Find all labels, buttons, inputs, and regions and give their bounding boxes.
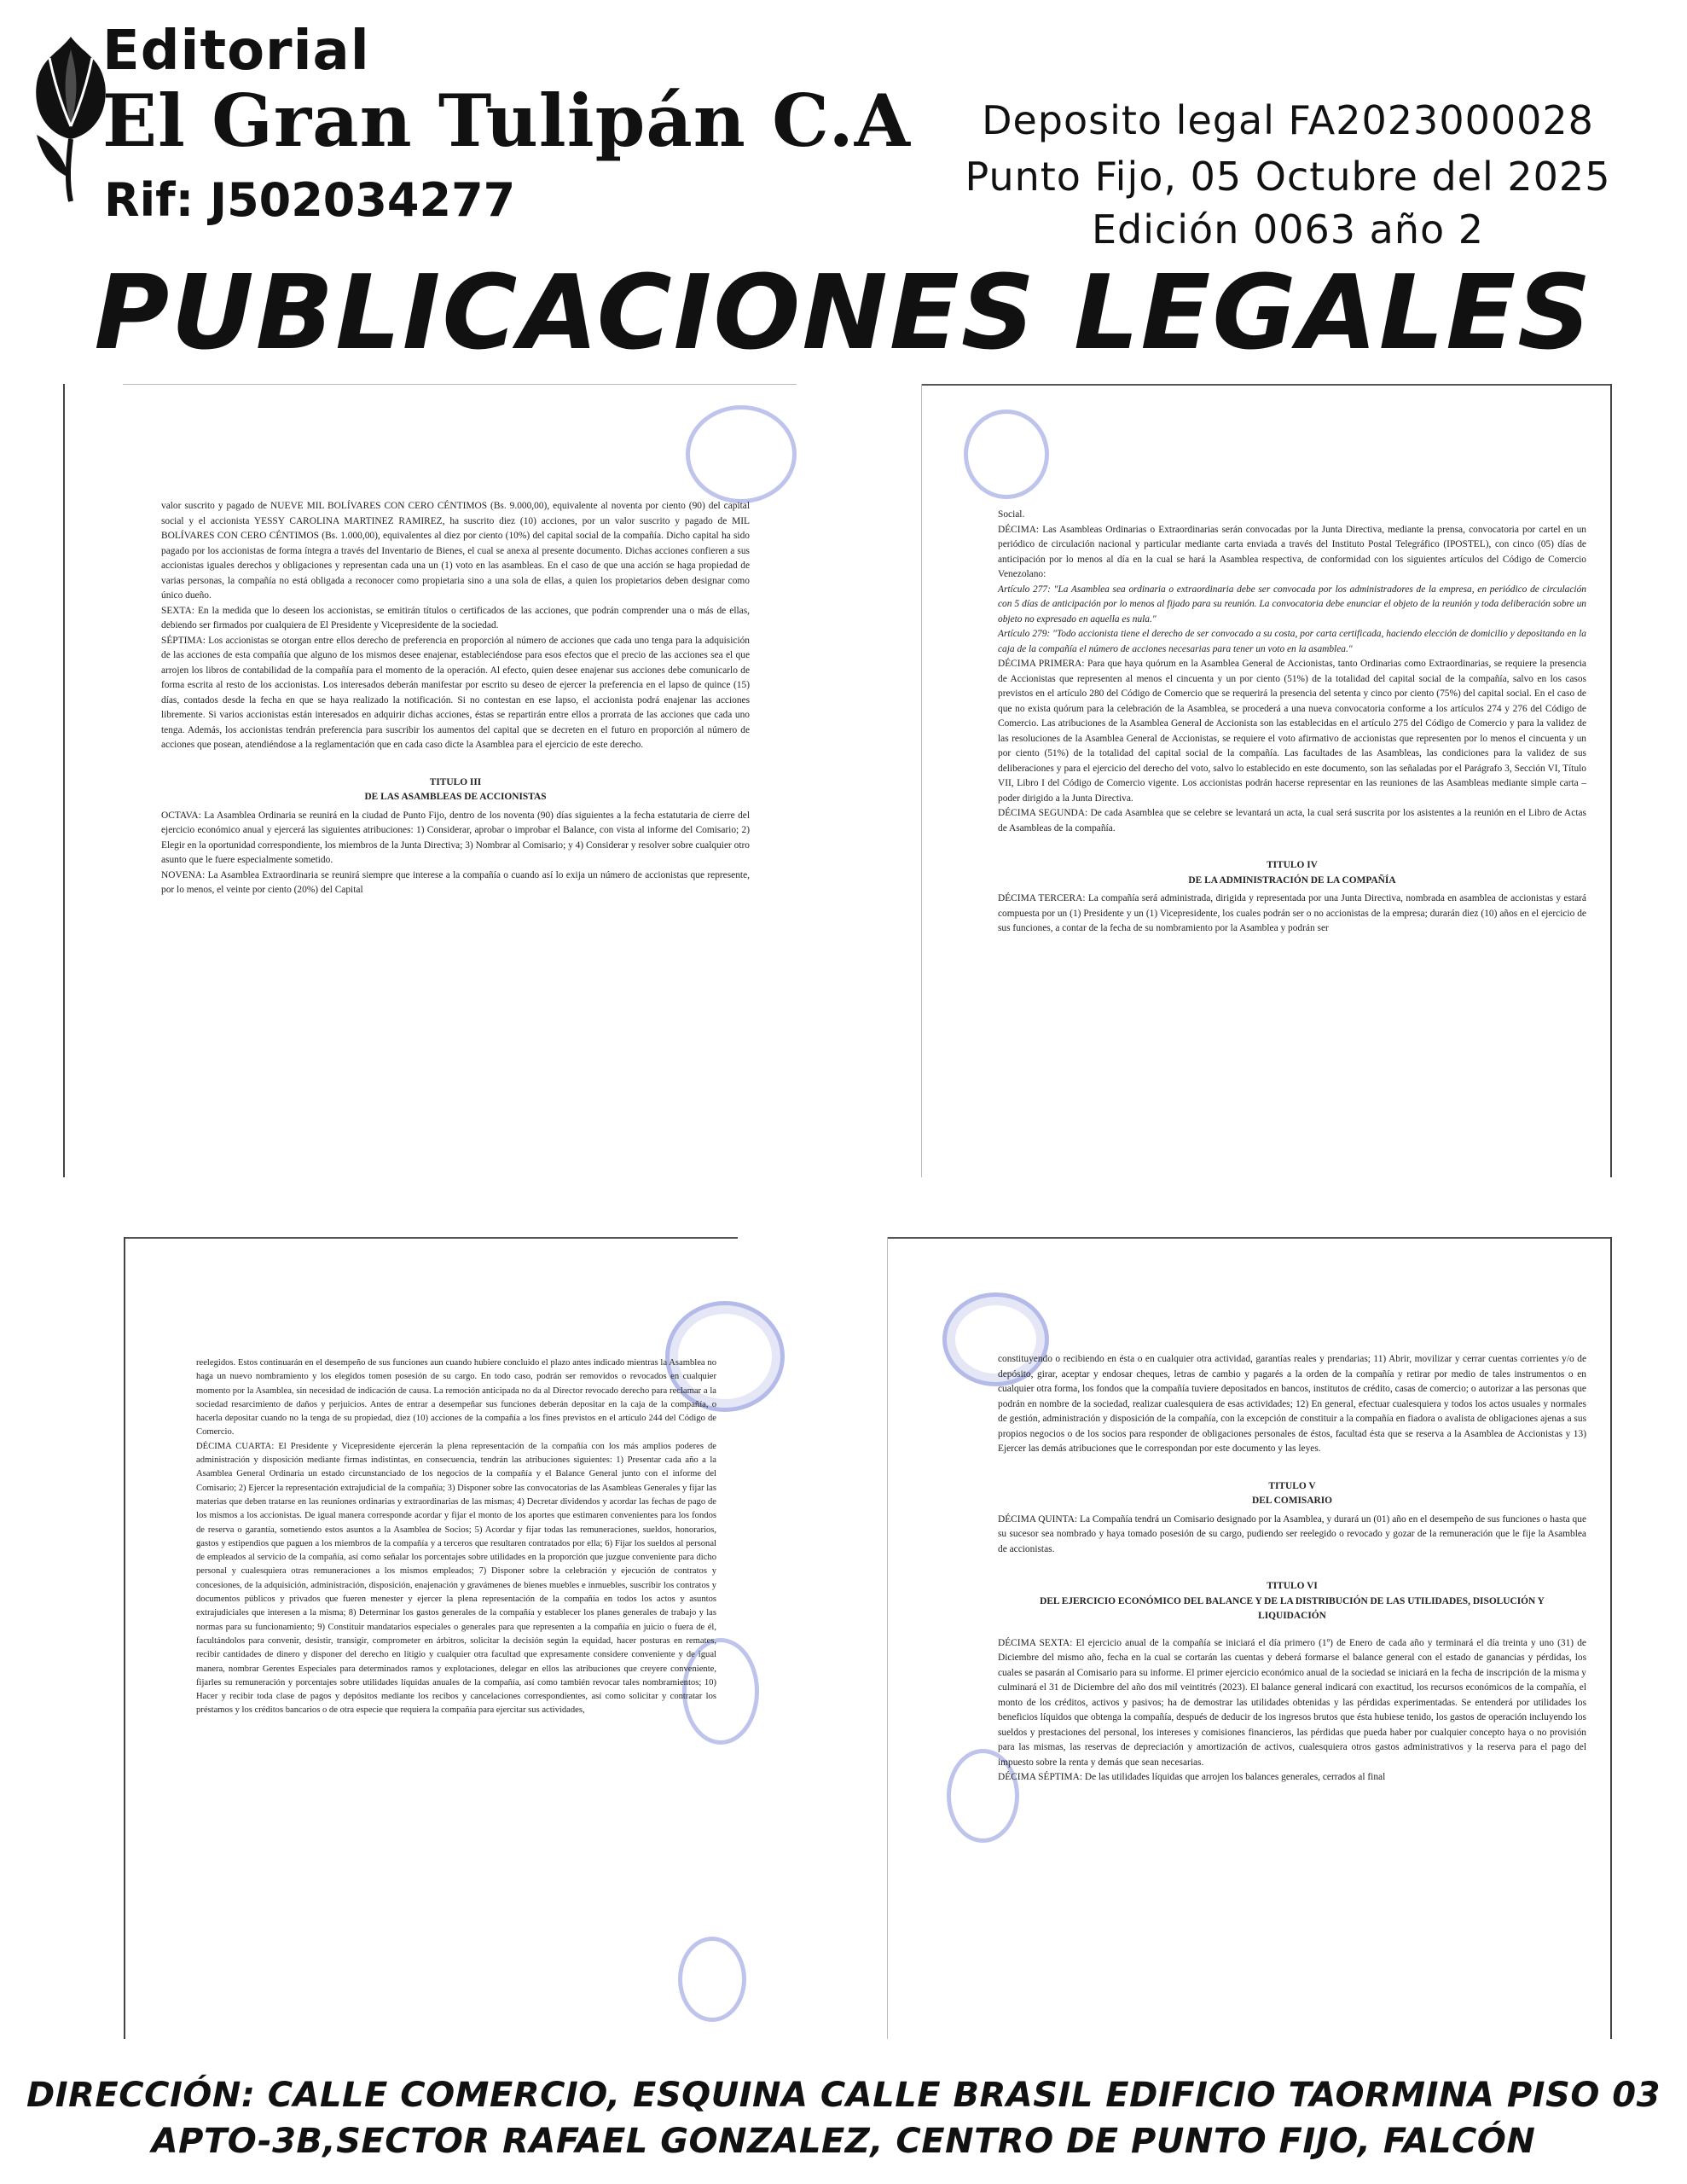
brand-name: El Gran Tulipán C.A: [102, 78, 911, 163]
paragraph: DÉCIMA: Las Asambleas Ordinarias o Extraordinarias serán convocadas por la Junta Directiva, mediante la prensa, convocatoria por cartel en un periódico de circulación nacional y particular mediante carta enviada a través del Instituto Postal Telegráfico (IPOSTEL), con cinco (05) días de anticipación por lo menos al día en la cual se hará la Asamblea respectiva, de conformidad con los siguientes artículos del Código de Comercio Venezolano:: [998, 524, 1586, 579]
deposito-legal: Deposito legal FA2023000028: [982, 97, 1594, 143]
document-page-4: [887, 1237, 1612, 2039]
paragraph: DÉCIMA PRIMERA: Para que haya quórum en la Asamblea General de Accionistas, tanto Ordinarias como Extraordinarias, se requiere la presencia de Accionistas que representen al menos el cincuenta y un por ciento (51%) de la totalidad del capital social de la compañía, salvo en los casos previstos en el artículo 280 del Código de Comercio que se requerirá la presencia del setenta y cinco por ciento (75%) del capital social. En el caso de que no exista quórum para la celebración de la Asamblea, se procederá a una nueva convocatoria conforme a los artículos 274 y 276 del Código de Comercio. Las atribuciones de la Asamblea General de Accionista son las establecidas en el artículo 275 del Código de Comercio y para la validez de las resoluciones de la Asamblea General de Accionistas, se requiere el voto afirmativo de accionistas que representen por lo menos el cincuenta y un por ciento (51%) de la totalidad del capital social de la compañía. Las facultades de las Asambleas, las condiciones para la validez de sus deliberaciones y para el ejercicio del derecho del voto, salvo lo establecido en este documento, son las señaladas por el Parágrafo 3, Sección VI, Título VII, Libro I del Código de Comercio vigente. Los accionistas podrán hacerse representar en las reuniones de las Asambleas mediante simple carta – poder dirigido a la Junta Directiva.: [998, 659, 1586, 804]
paragraph: Social.: [998, 509, 1025, 520]
brand-editorial: Editorial: [102, 20, 370, 83]
paragraph: SEXTA: En la medida que lo deseen los accionistas, se emitirán títulos o certificados de las acciones, que podrán comprender una o más de ellas, debiendo ser firmados por cualquiera de El Presidente y Vicepresidente de la sociedad.: [161, 605, 750, 630]
section-heading: DEL EJERCICIO ECONÓMICO DEL BALANCE Y DE LA DISTRIBUCIÓN DE LAS UTILIDADES, DISOLUCIÓN Y LIQUIDACIÓN: [1040, 1595, 1545, 1621]
paragraph: Artículo 279: "Todo accionista tiene el derecho de ser convocado a su costa, por carta certificada, haciendo elección de domicilio y depositando en la caja de la compañía el número de acciones necesarias para tener un voto en la asamblea.": [998, 629, 1586, 654]
paragraph: constituyendo o recibiendo en ésta o en cualquier otra actividad, garantías reales y prendarias; 11) Abrir, movilizar y cerrar cuentas corrientes y/o de depósito, girar, aceptar y endosar cheques, letras de cambio y pagarés a la orden de la compañía y retirar por medio de tales instrumentos o en cualquier otra forma, los fondos que la compañía tuviere depositados en bancos, institutos de crédito, casas de comercio; o autorizar a las personas que podrán en nombre de la sociedad, realizar cualesquiera de esas actividades; 12) En general, efectuar cualesquiera y todos los actos usuales y normales de gestión, administración y disposición de la compañía, con la excepción de constituir a la compañía en fiadora o avalista de obligaciones ajenas a sus propios negocios o de los socios para responder de obligaciones personales de éstos, facultad ésta que se reserva a la Asamblea de Accionistas y 13) Ejercer las demás atribuciones que le correspondan por este documento y las leyes.: [998, 1354, 1586, 1454]
section-heading: DE LAS ASAMBLEAS DE ACCIONISTAS: [364, 792, 547, 802]
section-heading: TITULO III: [429, 776, 482, 787]
paragraph: valor suscrito y pagado de NUEVE MIL BOLÍVARES CON CERO CÉNTIMOS (Bs. 9.000,00), equivalente al noventa por ciento (90) del capital social y el accionista YESSY CAROLINA MARTINEZ RAMIREZ, ha suscrito diez (10) acciones, por un valor suscrito y pagado de MIL BOLÍVARES CON CERO CÉNTIMOS (Bs. 1.000,00), equivalentes al diez por ciento (10%) del capital social de la compañía. Dicho capital ha sido pagado por los accionistas de forma íntegra a través del Inventario de Bienes, el cual se anexa al presente documento. Dichas acciones confieren a sus accionistas iguales derechos y obligaciones y representan cada una un (1) voto en las asambleas. En el caso de que una acción se haga propiedad de varias personas, la compañía no está obligada a reconocer como propietaria sino a una sola de ellas, a quien los propietarios deben designar como único dueño.: [161, 501, 750, 601]
section-heading: TITULO VI: [1267, 1581, 1318, 1591]
brand-rif: Rif: J502034277: [104, 173, 516, 227]
section-heading: TITULO IV: [1267, 860, 1318, 870]
seal-stamp: [678, 1937, 746, 2022]
seal-stamp: [686, 405, 797, 503]
paragraph: SÉPTIMA: Los accionistas se otorgan entre ellos derecho de preferencia en proporción al número de acciones que cada uno tenga para la adquisición de las acciones de esta compañía que alguno de los mismos desee enajenar, estableciéndose para esos efectos que el precio de las acciones sea el que arrojen los libros de contabilidad de la compañía para el momento de la operación. Al efecto, quien desee enajenar sus acciones debe comunicarlo de forma escrita al resto de los accionistas. Los interesados deberán manifestar por escrito su deseo de ejercer la preferencia en el lapso de quince (15) días, contados desde la fecha en que se haya realizado la notificación. Si no contestan en ese lapso, el accionista podrá enajenar las acciones libremente. Si varios accionistas están interesados en adquirir dichas acciones, éstas se repartirán entre ellos a prorrata de las acciones que cada uno tenga. Además, los accionistas tendrán preferencia para suscribir los aumentos del capital que se decreten en el futuro en proporción al número de acciones que posean, atendiéndose a la reglamentación que en cada caso dicte la Asamblea para el ejercicio de este derecho.: [161, 635, 750, 750]
paragraph: NOVENA: La Asamblea Extraordinaria se reunirá siempre que interese a la compañía o cuando así lo exija un número de accionistas que represente, por lo menos, el veinte por ciento (20%) del Capital: [161, 869, 750, 895]
section-heading: TITULO V: [1268, 1480, 1316, 1491]
paragraph: Artículo 277: "La Asamblea sea ordinaria o extraordinaria debe ser convocada por los administradores de la empresa, en periódico de circulación con 5 días de anticipación por lo menos al fijado para su reunión. La convocatoria debe enunciar el objeto de la reunión y toda deliberación sobre un objeto no expresado en aquella es nula.": [998, 584, 1586, 624]
section-heading: DE LA ADMINISTRACIÓN DE LA COMPAÑÍA: [1188, 874, 1396, 886]
address-line-2: APTO-3B,SECTOR RAFAEL GONZALEZ, CENTRO DE PUNTO FIJO, FALCÓN: [151, 2122, 1536, 2161]
paragraph: DÉCIMA QUINTA: La Compañía tendrá un Comisario designado por la Asamblea, y durará un (01) año en el desempeño de sus funciones o hasta que su sucesor sea nombrado y haya tomado posesión de su cargo, pudiendo ser reelegido o revocado y gozar de la remuneración que le fije la Asamblea de accionistas.: [998, 1513, 1586, 1554]
paragraph: DÉCIMA TERCERA: La compañía será administrada, dirigida y representada por una Junta Directiva, nombrada en asamblea de accionistas y estará compuesta por un (1) Presidente y un (1) Vicepresidente, los cuales podrán ser o no accionistas de la empresa; durarán diez (10) años en el ejercicio de sus funciones, a contar de la fecha de su nombramiento por la Asamblea y podrán ser: [998, 893, 1586, 933]
paragraph: DÉCIMA SEGUNDA: De cada Asamblea que se celebre se levantará un acta, la cual será suscrita por los asistentes a la reunión en el Libro de Actas de Asambleas de la compañía.: [998, 808, 1586, 834]
document-page-2: [921, 384, 1612, 1177]
address-line-1: DIRECCIÓN: CALLE COMERCIO, ESQUINA CALLE BRASIL EDIFICIO TAORMINA PISO 03: [26, 2076, 1661, 2115]
section-heading: DEL COMISARIO: [1252, 1496, 1332, 1506]
document-page-3: [124, 1237, 738, 2039]
paragraph: DÉCIMA CUARTA: El Presidente y Vicepresidente ejercerán la plena representación de la compañía con los más amplios poderes de administración y disposición mediante firmas indistintas, en consecuencia, tendrán las atribuciones siguientes: 1) Presentar cada año a la Asamblea General Ordinaria un estado circunstanciado de los negocios de la compañía y el Balance General junto con el informe del Comisario; 2) Ejercer la representación extrajudicial de la compañía; 3) Disponer sobre las convocatorias de las Asambleas Generales y fijar las materias que deben tratarse en las reuniones ordinarias y extraordinarias de las mismas; 4) Decretar dividendos y acordar las fechas de pago de los mismos a los accionistas. De igual manera corresponde acordar y fijar el monto de los aportes que estimaren convenientes para los fondos de reserva o garantía, sometiendo estos asuntos a la Asamblea de Socios; 5) Acordar y fijar todas las remuneraciones, sueldos, honorarios, gastos y estipendios que paguen a los miembros de la compañía y a terceros que resultaren contratados por ella; 6) Fijar los sueldos al personal de empleados al servicio de la compañía, así como señalar los porcentajes sobre utilidades en la proporción que juzgue conveniente para dicho personal y cualesquiera otras remuneraciones a los mismos empleados; 7) Disponer sobre la celebración y ejecución de contratos y concesiones, de la adquisición, administración, disposición, enajenación y gravámenes de bienes muebles e inmuebles, suscribir los contratos y documentos públicos y privados que fueren menester y ejercer la plena representación de la compañía en todos los actos y asuntos extrajudiciales que interesen a la misma; 8) Determinar los gastos generales de la compañía y establecer los planes generales de trabajo y las normas para su funcionamiento; 9) Constituir mandatarios especiales o generales para que representen a la compañía en juicio o fuera de él, facultándolos para convenir, desistir, transigir, comprometer en árbitros, solicitar la decisión según la equidad, hacer posturas en remates, recibir cantidades de dinero y disponer del derecho en litigio y cualquier otra facultad que expresamente considere conveniente y de igual manera, nombrar Gerentes Especiales para determinados ramos y explotaciones, delegar en ellos las atribuciones que creyere conveniente, fijarles su remuneración y porcentajes sobre utilidades líquidas anuales de la compañía, así como también revocar tales nombramientos; 10) Hacer y recibir toda clase de pagos y depósitos mediante los recibos y cancelaciones correspondientes, así como solicitar y contratar los préstamos y los créditos bancarios o de otra especie que requiera la compañía para ejercitar sus actividades,: [196, 1441, 716, 1716]
page-title: PUBLICACIONES LEGALES: [94, 254, 1593, 373]
seal-stamp: [964, 410, 1049, 499]
document-page-1: [63, 384, 797, 1177]
paragraph: DÉCIMA SEXTA: El ejercicio anual de la compañía se iniciará el día primero (1º) de Enero de cada año y terminará el día treinta y uno (31) de Diciembre del mismo año, fecha en la cual se cortarán las cuentas y deberá formarse el balance general con el estado de ganancias y pérdidas, los cuales se pasarán al Comisario para su informe. El primer ejercicio económico anual de la sociedad se iniciará en la fecha de inscripción de la misma y culminará el 31 de Diciembre del año dos mil veintitrés (2023). El balance general indicará con exactitud, los recursos económicos de la compañía, el monto de los créditos, activos y pasivos; ha de demostrar las utilidades obtenidas y las pérdidas experimentadas. Se entenderá por utilidades los beneficios líquidos que obtenga la compañía, después de deducir de los ingresos brutos que ésta hubiese tenido, los gastos de operación incluyendo los sueldos y prestaciones del personal, los intereses y comisiones financieros, las pérdidas que pueda haber por cualquier concepto haya o no provisión para las mismas, las reservas de depreciación y amortización de activos, cualesquiera otros gastos administrativos y la reserva para el pago del impuesto sobre la renta y demás que sean necesarias.: [998, 1637, 1586, 1768]
paragraph: OCTAVA: La Asamblea Ordinaria se reunirá en la ciudad de Punto Fijo, dentro de los noventa (90) días siguientes a la fecha estatutaria de cierre del ejercicio económico anual y ejercerá las siguientes atribuciones: 1) Considerar, aprobar o improbar el Balance, con vista al informe del Comisario; 2) Elegir en la oportunidad correspondiente, los miembros de la Junta Directiva; 3) Nombrar al Comisario; y 4) Considerar y resolver sobre cualquier otro asunto que le fuere especialmente sometido.: [161, 810, 750, 865]
edition-number: Edición 0063 año 2: [1091, 206, 1485, 253]
publication-date: Punto Fijo, 05 Octubre del 2025: [965, 154, 1611, 200]
paragraph: DÉCIMA SÉPTIMA: De las utilidades líquidas que arrojen los balances generales, cerrados al final: [998, 1772, 1386, 1782]
paragraph: reelegidos. Estos continuarán en el desempeño de sus funciones aun cuando hubiere concluido el plazo antes indicado mientras la Asamblea no haga un nuevo nombramiento y los elegidos tomen posesión de su cargo. En todo caso, podrán ser removidos o revocados en cualquier momento por la Asamblea, sin necesidad de indicación de causa. La remoción anticipada no da al Director revocado derecho para reclamar a la sociedad resarcimiento de daños y perjuicios. Antes de entrar a desempeñar sus funciones deberán depositar en la caja de la compañía, o hacerla depositar cuando no la tenga de su propiedad, diez (10) acciones de la compañía a los fines previstos en el artículo 244 del Código de Comercio.: [196, 1358, 716, 1438]
